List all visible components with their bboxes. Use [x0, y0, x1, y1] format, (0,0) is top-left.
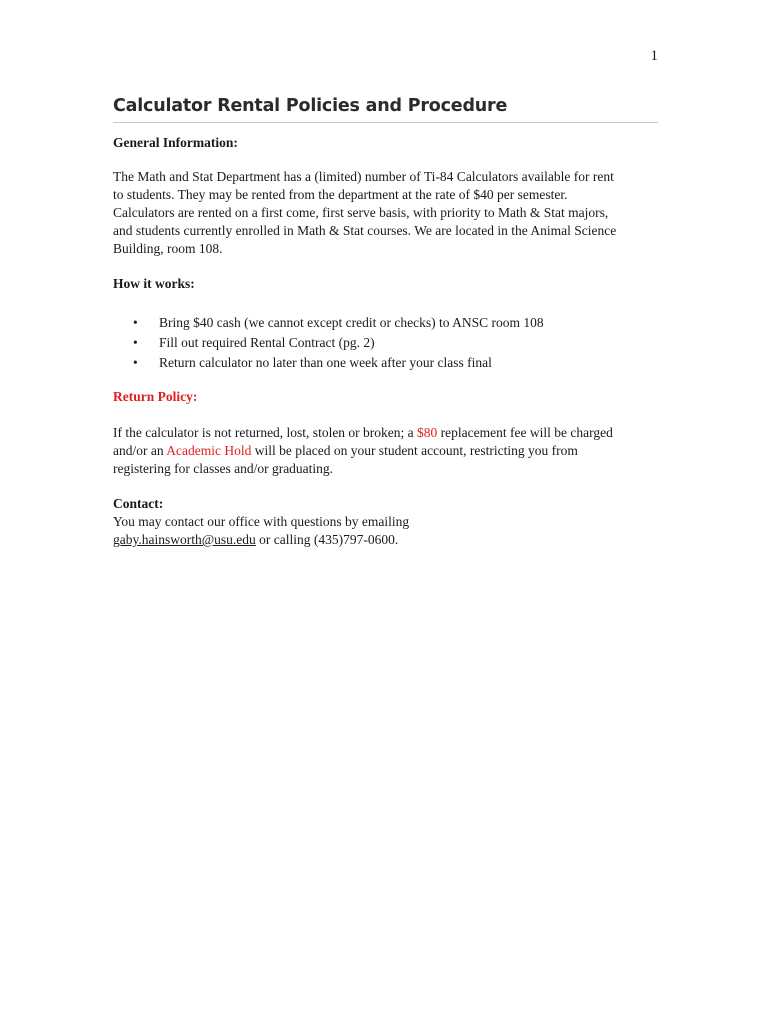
text-run: and/or an: [113, 443, 167, 458]
return-policy-heading: Return Policy:: [113, 389, 198, 404]
bullet-icon: •: [133, 355, 138, 370]
paragraph-line: Building, room 108.: [113, 241, 223, 256]
general-information-paragraph: [113, 168, 658, 258]
general-information-heading: General Information:: [113, 135, 238, 150]
contact-line: You may contact our office with questions by emailing: [113, 514, 410, 529]
page-number: 1: [650, 48, 658, 64]
list-item-text: Fill out required Rental Contract (pg. 2): [159, 335, 375, 350]
list-item: [113, 313, 658, 333]
document-body: [113, 94, 658, 549]
email-link[interactable]: gaby.hainsworth@usu.edu: [113, 532, 256, 547]
list-item: [113, 333, 658, 353]
replacement-fee-amount: $80: [417, 425, 438, 440]
bullet-icon: •: [133, 315, 138, 330]
steps-list: [113, 313, 658, 373]
paragraph-line: registering for classes and/or graduating.: [113, 461, 334, 476]
list-item-text: Bring $40 cash (we cannot except credit or checks) to ANSC room 108: [159, 315, 544, 330]
academic-hold-text: Academic Hold: [166, 443, 252, 458]
paragraph-line: Calculators are rented on a first come, first serve basis, with priority to Math & Stat majors,: [113, 205, 609, 220]
paragraph-line: [113, 424, 658, 442]
phone-text: or calling (435)797-0600.: [255, 532, 399, 547]
contact-heading: Contact:: [113, 496, 164, 511]
return-policy-paragraph: [113, 424, 658, 478]
paragraph-line: The Math and Stat Department has a (limited) number of Ti-84 Calculators available for rent: [113, 169, 614, 184]
paragraph-line: and students currently enrolled in Math & Stat courses. We are located in the Animal Science: [113, 223, 617, 238]
text-run: replacement fee will be charged: [437, 425, 613, 440]
text-run: will be placed on your student account, restricting you from: [251, 443, 578, 458]
contact-line: [113, 531, 658, 549]
paragraph-line: [113, 442, 658, 460]
text-run: If the calculator is not returned, lost, stolen or broken; a: [113, 425, 418, 440]
bullet-icon: •: [133, 335, 138, 350]
how-it-works-heading: How it works:: [113, 276, 195, 291]
document-title: Calculator Rental Policies and Procedure: [113, 94, 658, 123]
list-item: [113, 353, 658, 373]
list-item-text: Return calculator no later than one week after your class final: [159, 355, 492, 370]
paragraph-line: to students. They may be rented from the department at the rate of $40 per semester.: [113, 187, 568, 202]
